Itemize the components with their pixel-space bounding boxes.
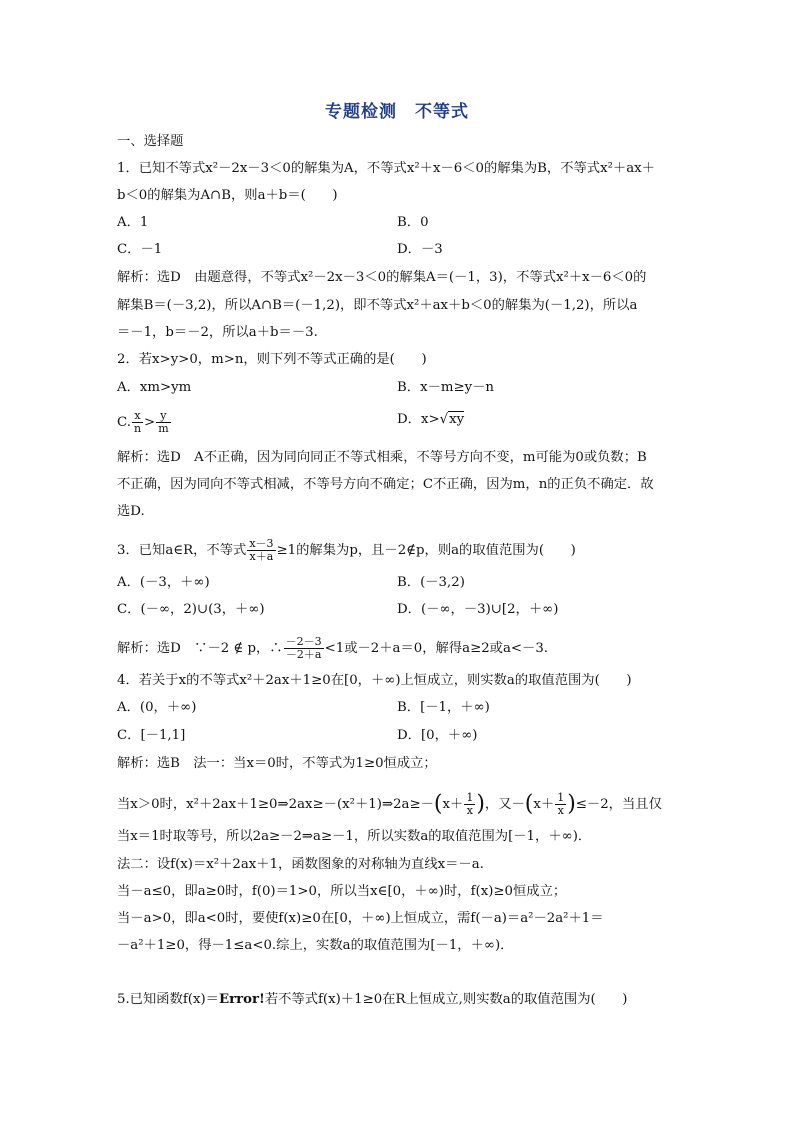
q2-option-c-label: C.: [117, 415, 131, 430]
denominator: m: [158, 422, 169, 435]
numerator: －2－3: [285, 635, 322, 648]
q2-solution-line3: 选D.: [117, 504, 145, 519]
q3-stem: [117, 538, 697, 563]
q2-option-d: [397, 410, 464, 430]
sqrt-sign: √: [439, 412, 449, 427]
q3-option-row-2: [117, 600, 697, 620]
q2-option-row-2: [117, 410, 697, 435]
q4-option-row-2: [117, 726, 697, 746]
q2-option-a: A．xm>ym: [117, 380, 192, 395]
q1-option-d: D．－3: [397, 242, 443, 257]
radicand: xy: [449, 412, 465, 427]
denominator: －2＋a: [285, 648, 322, 661]
q2-stem: 2．若x>y>0，m>n，则下列不等式正确的是( ): [117, 352, 427, 367]
q1-solution-line3: ＝－1，b＝－2，所以a＋b＝－3.: [117, 325, 318, 340]
q1-stem-line1: 1．已知不等式x²－2x－3＜0的解集为A，不等式x²＋x－6＜0的解集为B，不等式x²＋ax＋: [117, 161, 655, 176]
q4-option-d: D．[0，＋∞): [397, 728, 478, 743]
q4-solution-line4: 法二：设f(x)＝x²＋2ax＋1，函数图象的对称轴为直线x＝－a.: [117, 857, 484, 872]
q3-option-d: D．(－∞，－3)∪[2，＋∞): [397, 602, 559, 617]
q4-option-c: C．[－1,1]: [117, 728, 186, 743]
fraction: [464, 792, 475, 817]
q4-option-b: B．[－1，＋∞): [397, 700, 490, 715]
q4-solution-line3: 当x＝1时取等号，所以2a≥－2⇒a≥－1，所以实数a的取值范围为[－1，＋∞)．: [117, 829, 592, 844]
q3-stem-start: 3．已知a∈R，不等式: [117, 543, 247, 558]
numerator: y: [156, 410, 170, 423]
q3-solution-end: <1或－2＋a＝0，解得a≥2或a<－3.: [324, 641, 549, 656]
q2-solution-line1: 解析：选D A不正确，因为同向同正不等式相乘，不等号方向不变，m可能为0或负数；B: [117, 450, 647, 465]
fraction: [555, 792, 566, 817]
q2-option-d-label: D．x>: [397, 412, 440, 427]
q5-stem: [117, 990, 697, 1010]
q4-option-row-1: [117, 698, 697, 718]
q4-stem: 4．若关于x的不等式x²＋2ax＋1≥0在[0，＋∞)上恒成立，则实数a的取值范围为( ): [117, 673, 632, 688]
expr-term: x＋: [533, 797, 555, 812]
numerator: 1: [557, 791, 565, 804]
expr-term: x＋: [442, 797, 464, 812]
q4-solution-end: ≤－2，当且仅: [575, 797, 662, 812]
q4-solution-mid: ，又－: [484, 797, 525, 812]
q1-solution-line2: 解集B＝(－3,2)，所以A∩B＝(－1,2)，即不等式x²＋ax＋b＜0的解集为(－1,2)，所以a: [117, 298, 638, 313]
q4-solution-line7: －a²＋1≥0，得－1≤a<0.综上，实数a的取值范围为[－1，＋∞)．: [117, 938, 514, 953]
q5-stem-start: 5.已知函数f(x)＝: [117, 992, 219, 1007]
q3-option-c: C．(－∞，2)∪(3，＋∞): [117, 602, 265, 617]
right-paren: ): [567, 791, 576, 817]
q3-stem-end: ≥1的解集为p，且－2∉p，则a的取值范围为( ): [276, 543, 576, 558]
numerator: x: [132, 410, 143, 423]
q2-option-b: B．x－m≥y－n: [397, 380, 494, 395]
numerator: x－3: [249, 537, 274, 550]
q2-option-c: [117, 409, 172, 435]
denominator: x＋a: [249, 550, 274, 563]
q1-option-row-1: [117, 213, 697, 233]
q1-option-a: A．1: [117, 215, 149, 230]
q3-solution-start: 解析：选D ∵－2 ∉ p，∴: [117, 641, 283, 656]
q4-solution-line1: 解析：选B 法一：当x＝0时，不等式为1≥0恒成立；: [117, 756, 437, 771]
page-title: 专题检测 不等式: [325, 102, 469, 122]
q4-solution-line6: 当－a>0，即a<0时，要使f(x)≥0在[0，＋∞)上恒成立，需f(－a)＝a²－2a²＋1＝: [117, 911, 604, 926]
error-marker: Error!: [218, 992, 265, 1007]
q1-stem-line2: b＜0的解集为A∩B，则a＋b＝( ): [117, 188, 338, 203]
q3-option-a: A．(－3，＋∞): [117, 575, 210, 590]
denominator: x: [466, 804, 473, 817]
q4-solution-line2: [117, 792, 697, 817]
q1-solution-line1: 解析：选D 由题意得，不等式x²－2x－3＜0的解集A＝(－1，3)，不等式x²＋x－6＜0的: [117, 270, 647, 285]
left-paren: (: [433, 791, 443, 817]
q1-option-row-2: [117, 240, 697, 260]
numerator: 1: [466, 791, 474, 804]
q3-solution: [117, 636, 697, 661]
q4-solution-line5: 当－a≤0，即a≥0时，f(0)＝1>0，所以当x∈[0，＋∞)时，f(x)≥0恒成立；: [117, 884, 567, 899]
q5-stem-end: 若不等式f(x)＋1≥0在R上恒成立,则实数a的取值范围为( ): [264, 992, 628, 1007]
fraction: [132, 410, 143, 435]
q3-option-b: B．(－3,2): [397, 575, 465, 590]
denominator: x: [557, 804, 564, 817]
q2-solution-line2: 不正确，因为同向不等式相减，不等号方向不确定；C不正确，因为m，n的正负不确定．故: [117, 477, 654, 492]
q1-option-c: C．－1: [117, 242, 163, 257]
section-heading: 一、选择题: [117, 134, 184, 149]
fraction: [284, 636, 324, 661]
q3-option-row-1: [117, 573, 697, 593]
q1-option-b: B．0: [397, 215, 429, 230]
right-paren: ): [476, 791, 485, 817]
left-paren: (: [524, 791, 534, 817]
q4-solution-start: 当x＞0时，x²＋2ax＋1≥0⇒2ax≥－(x²＋1)⇒2a≥－: [117, 797, 434, 812]
fraction: [156, 410, 170, 435]
denominator: n: [133, 422, 142, 435]
fraction: [247, 538, 275, 563]
q2-option-row-1: [117, 378, 697, 398]
relation: >: [144, 415, 156, 430]
q4-option-a: A．(0，＋∞): [117, 700, 197, 715]
